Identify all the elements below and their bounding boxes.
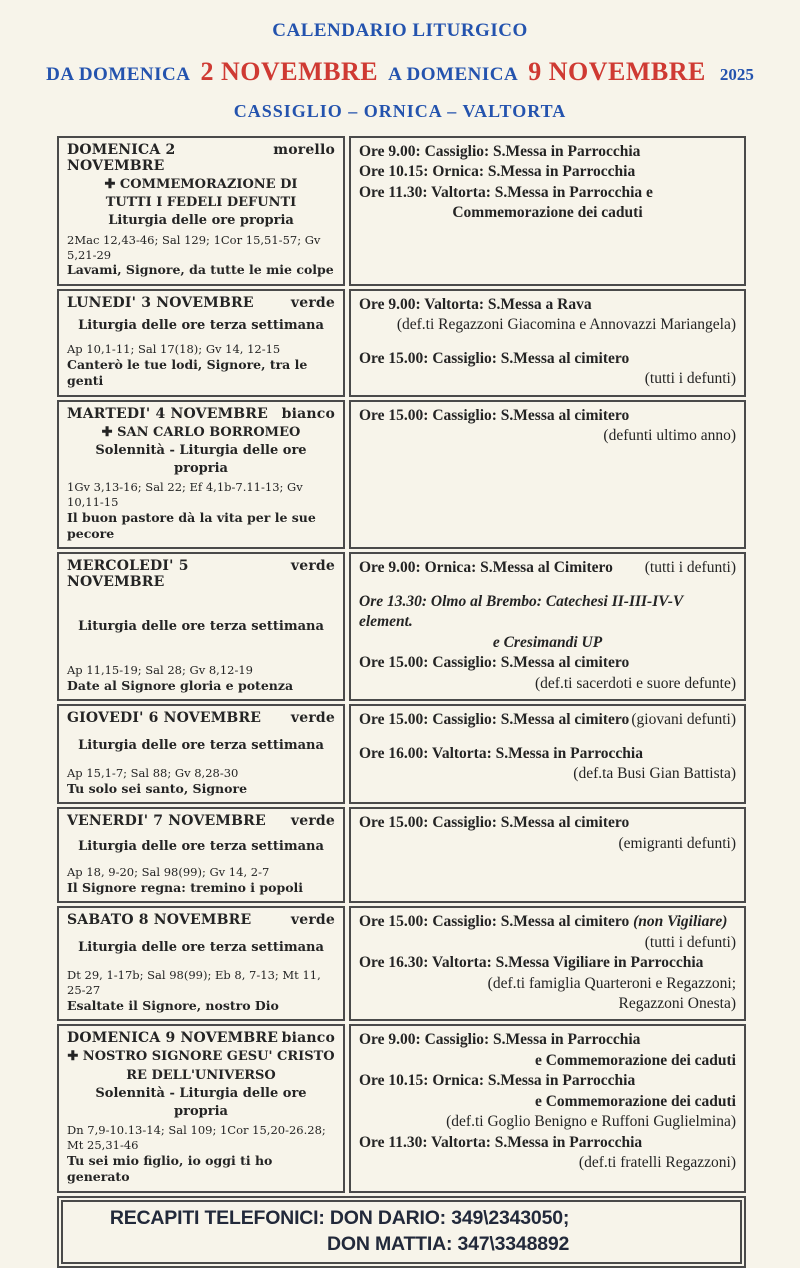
mass-text: Ore 13.30: Olmo al Brembo: Catechesi II-III-IV-V element. [359,592,683,631]
mass-line [359,406,736,426]
feast-block [67,735,335,757]
readings-block [67,480,335,542]
mass-line [359,653,736,673]
mass-line [359,1133,736,1153]
day-title: SABATO 8 NOVEMBRE [67,912,252,929]
day-row [57,1024,746,1192]
mass-line [359,1092,736,1112]
mass-line [359,953,736,973]
mass-text: Ore 9.00: Valtorta: S.Messa a Rava [359,295,592,313]
day-info-cell [57,807,345,903]
feast-line: ✚ SAN CARLO BORROMEO [101,424,301,440]
phone-contacts-box [57,1196,746,1268]
mass-text: Ore 16.00: Valtorta: S.Messa in Parrocchia [359,744,643,762]
mass-line [359,744,736,764]
mass-text: Ore 11.30: Valtorta: S.Messa in Parrocchia e [359,183,653,201]
mass-line [359,834,736,854]
liturgical-color: verde [290,912,335,929]
mass-text: e Cresimandi UP [492,633,603,651]
day-title: DOMENICA 2 NOVEMBRE [67,142,176,174]
mass-text: (non Vigiliare) [633,913,728,931]
readings-line: Dn 7,9-10.13-14; Sal 109; 1Cor 15,20-26.28; [67,1123,326,1138]
day-header [67,406,335,422]
readings-block [67,766,335,797]
mass-line [359,592,736,633]
day-row [57,400,746,550]
mass-text: Ore 10.15: Ornica: S.Messa in Parrocchia [359,163,636,181]
readings-line: 2Mac 12,43-46; Sal 129; 1Cor 15,51-57; Gv 5,21-29 [67,232,321,262]
mass-text: Ore 16.30: Valtorta: S.Messa Vigiliare in Parrocchia [359,954,704,972]
day-row [57,704,746,804]
day-title: MARTEDI' 4 NOVEMBRE [67,405,269,422]
mass-line [359,142,736,162]
from-label: DA DOMENICA [46,64,191,85]
mass-schedule-cell [349,289,746,397]
phone-contacts-inner [61,1200,742,1265]
feast-line: ✚ COMMEMORAZIONE DI [104,177,298,192]
mass-line [359,994,736,1014]
to-date: 9 NOVEMBRE [528,57,706,86]
readings-line: Dt 29, 1-17b; Sal 98(99); Eb 8, 7-13; Mt 11, 25-27 [67,968,321,998]
liturgical-color: verde [290,813,335,830]
mass-text: Ore 15.00: Cassiglio: S.Messa al cimitero [359,654,630,672]
response-line: Tu solo sei santo, Signore [67,780,248,796]
mass-text: (def.ti sacerdoti e suore defunte) [535,674,736,692]
day-info-cell [57,400,345,550]
mass-text: (tutti i defunti) [644,933,736,951]
mass-text: e Commemorazione dei caduti [534,1092,736,1110]
phone-line-don-mattia: DON MATTIA: 347\3348892 [327,1232,570,1255]
readings-line: Ap 11,15-19; Sal 28; Gv 8,12-19 [67,662,253,677]
mass-text: Ore 15.00: Cassiglio: S.Messa al cimitero [359,814,630,832]
day-row [57,906,746,1021]
mass-text: Ore 9.00: Ornica: S.Messa al Cimitero [359,559,613,577]
mass-text: Ore 11.30: Valtorta: S.Messa in Parrocchia [359,1133,643,1151]
readings-line: 1Gv 3,13-16; Sal 22; Ef 4,1b-7.11-13; Gv 10,11-15 [67,480,303,509]
response-line: Tu sei mio figlio, io oggi ti ho generato [67,1153,273,1185]
from-date: 2 NOVEMBRE [200,57,379,86]
mass-line [359,1030,736,1050]
mass-line [359,426,736,446]
day-row [57,807,746,903]
readings-line: Ap 15,1-7; Sal 88; Gv 8,28-30 [67,765,239,780]
mass-text: Regazzoni Onesta) [618,994,736,1012]
day-info-cell [57,906,345,1021]
mass-line [359,933,736,953]
mass-text: (def.ti fratelli Regazzoni) [578,1154,736,1172]
mass-line [359,764,736,784]
response-line: Il Signore regna: tremino i popoli [67,879,304,895]
feast-block [67,422,335,481]
day-row [57,289,746,397]
response-line: Canterò le tue lodi, Signore, tra le genti [67,357,308,389]
spacer [359,579,736,592]
mass-text: (def.ti Regazzoni Giacomina e Annovazzi Mariangela) [396,316,736,334]
mass-line [359,674,736,694]
readings-line: Ap 10,1-11; Sal 17(18); Gv 14, 12-15 [67,342,281,357]
feast-block [67,937,335,959]
feast-line: Solennità - Liturgia delle ore propria [95,442,307,476]
mass-schedule-cell [349,552,746,701]
feast-block [67,836,335,858]
mass-text: (defunti ultimo anno) [603,426,736,444]
liturgical-color: verde [290,710,335,727]
mass-text: Ore 10.15: Ornica: S.Messa in Parrocchia [359,1072,636,1090]
mass-line [359,633,736,653]
readings-block [67,1123,335,1185]
mass-schedule-cell [349,704,746,804]
response-line: Il buon pastore dà la vita per le sue pecore [67,509,316,542]
day-info-cell [57,552,345,701]
feast-line: Liturgia delle ore terza settimana [78,318,324,334]
readings-block [67,342,335,389]
mass-text: (def.ta Busi Gian Battista) [573,765,736,783]
liturgical-color: morello [273,142,335,158]
mass-text: Ore 15.00: Cassiglio: S.Messa al cimitero [359,913,634,931]
mass-line [359,1071,736,1091]
mass-text: Ore 15.00: Cassiglio: S.Messa al cimitero [359,711,630,729]
feast-line: ✚ NOSTRO SIGNORE GESU' CRISTO [67,1049,335,1065]
response-line: Esaltate il Signore, nostro Dio [67,998,279,1014]
mass-text: (def.ti famiglia Quarteroni e Regazzoni; [487,974,736,992]
liturgical-calendar-table [57,136,746,1193]
mass-line [359,295,736,315]
mass-text: Ore 15.00: Cassiglio: S.Messa al cimitero [359,406,630,424]
mass-text: (tutti i defunti) [644,370,736,388]
mass-line [359,369,736,389]
mass-schedule-cell [349,1024,746,1192]
feast-line: Liturgia delle ore terza settimana [78,737,324,753]
feast-line: RE DELL'UNIVERSO [126,1067,276,1083]
readings-line: Mt 25,31-46 [67,1138,139,1153]
mass-text: e Commemorazione dei caduti [534,1051,736,1069]
footer-container [57,1196,746,1268]
mass-text: (tutti i defunti) [644,559,736,577]
day-header [67,1030,335,1046]
mass-line [359,710,736,730]
mass-text: (giovani defunti) [631,711,736,729]
readings-block [67,663,335,694]
spacer [359,336,736,349]
day-header [67,710,335,726]
year-label: 2025 [719,65,754,84]
day-title: VENERDI' 7 NOVEMBRE [67,813,266,830]
liturgical-color: bianco [281,405,335,422]
feast-line: Liturgia delle ore terza settimana [78,618,324,634]
mass-schedule-cell [349,136,746,286]
mid-label: A DOMENICA [388,64,519,85]
mass-line [359,1112,736,1132]
day-title: DOMENICA 9 NOVEMBRE [67,1030,279,1047]
mass-line [359,183,736,203]
day-title: MERCOLEDI' 5 NOVEMBRE [67,558,189,591]
mass-text: (def.ti Goglio Benigno e Ruffoni Guglielmina) [446,1113,736,1131]
mass-schedule-cell [349,807,746,903]
feast-line: Liturgia delle ore terza settimana [78,838,324,854]
readings-line: Ap 18, 9-20; Sal 98(99); Gv 14, 2-7 [67,864,270,879]
feast-block [67,174,335,233]
response-line: Lavami, Signore, da tutte le mie colpe [67,262,334,278]
day-info-cell [57,289,345,397]
mass-line [359,203,736,223]
feast-line: Liturgia delle ore terza settimana [78,940,324,956]
mass-line [359,1051,736,1071]
day-header [67,295,335,311]
mass-text: Ore 9.00: Cassiglio: S.Messa in Parrocchia [359,1031,641,1049]
liturgical-color: bianco [281,1030,335,1047]
readings-block [67,233,335,279]
mass-text: (emigranti defunti) [618,834,736,852]
date-range-line [0,57,800,87]
day-info-cell [57,1024,345,1192]
day-header [67,813,335,829]
mass-schedule-cell [349,400,746,550]
feast-block [67,1046,335,1123]
phone-contacts-text [110,1205,569,1258]
document-header [0,20,800,122]
day-info-cell [57,136,345,286]
mass-line [359,974,736,994]
mass-text: Ore 9.00: Cassiglio: S.Messa in Parrocchia [359,143,641,160]
page-title: CALENDARIO LITURGICO [272,20,528,41]
mass-line [359,912,736,932]
day-header [67,912,335,928]
readings-block [67,968,335,1014]
liturgical-color: verde [290,558,335,575]
mass-line [359,558,736,578]
mass-line [359,1153,736,1173]
spacer [359,731,736,744]
mass-schedule-cell [349,906,746,1021]
feast-block [67,616,335,638]
day-row [57,552,746,701]
day-info-cell [57,704,345,804]
feast-block [67,315,335,337]
response-line: Date al Signore gloria e potenza [67,677,294,693]
day-row [57,136,746,286]
mass-line [359,349,736,369]
day-header [67,558,335,590]
phone-line-don-dario: RECAPITI TELEFONICI: DON DARIO: 349\2343050; [109,1206,570,1229]
mass-line [359,813,736,833]
readings-block [67,865,335,896]
mass-line [359,315,736,335]
mass-line [359,162,736,182]
day-header [67,142,335,174]
feast-line: Solennità - Liturgia delle ore propria [95,1085,307,1119]
feast-line: TUTTI I FEDELI DEFUNTI [105,195,297,211]
feast-line: Liturgia delle ore propria [108,213,294,229]
day-title: GIOVEDI' 6 NOVEMBRE [67,710,262,727]
mass-text: Ore 15.00: Cassiglio: S.Messa al cimitero [359,349,630,367]
parishes-line: CASSIGLIO – ORNICA – VALTORTA [233,101,567,121]
day-title: LUNEDI' 3 NOVEMBRE [67,294,254,311]
liturgical-color: verde [290,294,335,311]
mass-text: Commemorazione dei caduti [452,204,643,222]
